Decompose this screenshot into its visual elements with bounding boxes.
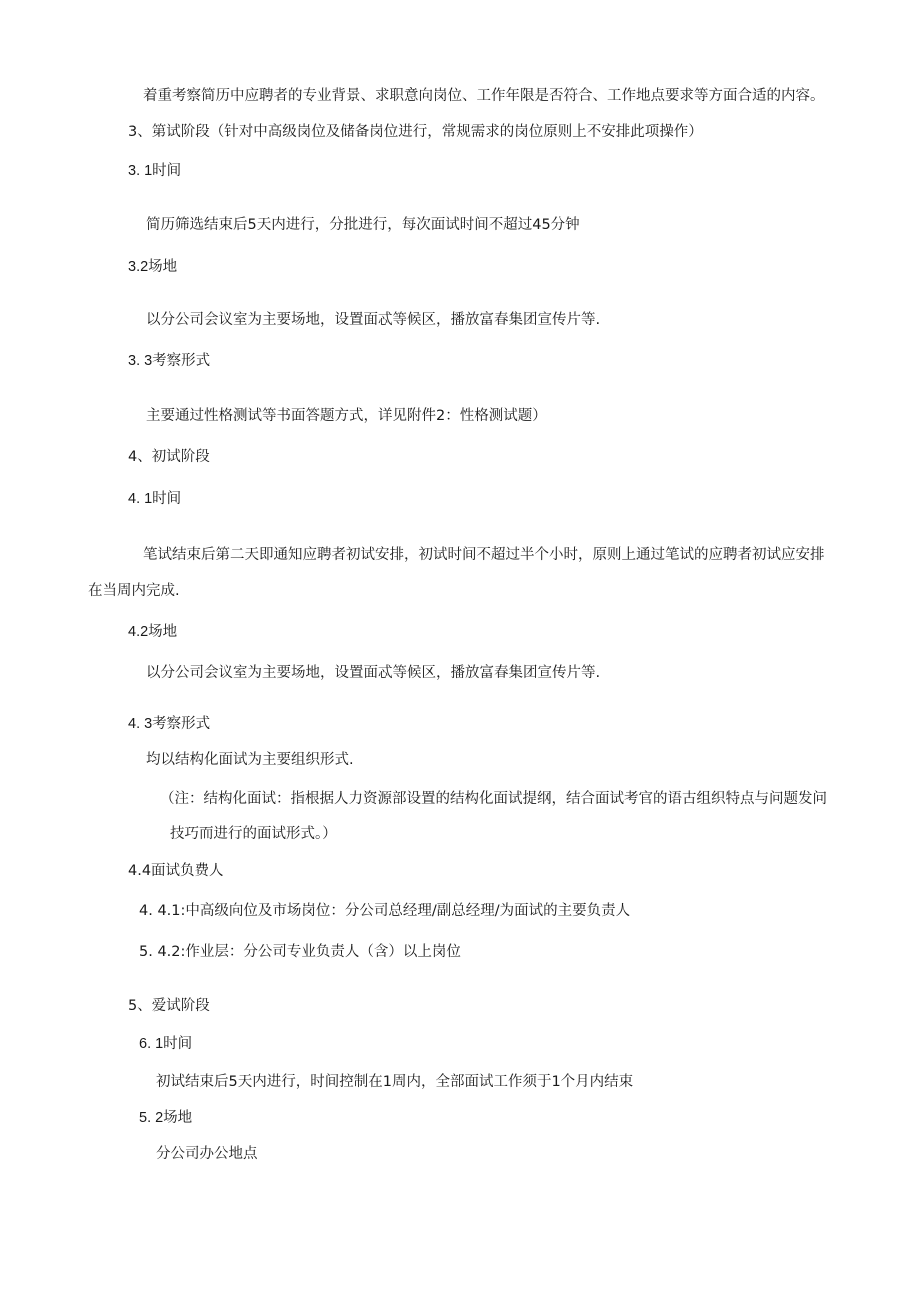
subsection-heading: 3. 3考察形式 xyxy=(128,353,211,369)
list-item: 4. 4.1:中高级向位及市场岗位：分公司总经理/副总经理/为面试的主要负责人 xyxy=(139,903,631,919)
note-line: （注：结构化面试：指根据人力资源部设置的结构化面试提纲，结合面试考官的语古组织特点与问题发问 xyxy=(160,791,827,807)
paragraph-line: 分公司办公地点 xyxy=(156,1146,258,1162)
paragraph-line: 初试结束后5天内进行，时间控制在1周内，全部面试工作须于1个月内结束 xyxy=(156,1074,634,1090)
list-item: 5. 4.2:作业层：分公司专业负责人（含）以上岗位 xyxy=(139,944,461,960)
paragraph-line: 以分公司会议室为主要场地，设置面忒等候区，播放富春集团宣传片等. xyxy=(146,665,601,681)
section-heading-5: 5、爱试阶段 xyxy=(128,998,210,1014)
paragraph-line: 笔试结束后第二天即通知应聘者初试安排，初试时间不超过半个小时，原则上通过笔试的应聘者初试应安排 xyxy=(143,547,825,563)
subsection-heading: 5. 2场地 xyxy=(139,1110,193,1126)
section-heading-3: 3、第试阶段（针对中高级岗位及储备岗位进行，常规需求的岗位原则上不安排此项操作） xyxy=(128,124,703,140)
subsection-heading: 6. 1时间 xyxy=(139,1036,193,1052)
note-line: 技巧而进行的面试形式。） xyxy=(170,826,337,842)
paragraph-line: 在当周内完成. xyxy=(88,583,180,599)
section-heading-4: 4、初试阶段 xyxy=(128,449,210,465)
subsection-heading: 4. 1时间 xyxy=(128,491,182,507)
subsection-heading: 4.4面试负费人 xyxy=(128,863,224,879)
subsection-heading: 3.2场地 xyxy=(128,259,178,275)
paragraph-line: 均以结构化面试为主要组织形式. xyxy=(146,752,354,768)
subsection-heading: 4.2场地 xyxy=(128,624,178,640)
subsection-heading: 4. 3考察形式 xyxy=(128,716,211,732)
paragraph-line: 简历筛选结束后5天内进行，分批进行，每次面试时间不超过45分钟 xyxy=(146,217,580,233)
paragraph-line: 着重考察简历中应聘者的专业背景、求职意向岗位、工作年限是否符合、工作地点要求等方面合适的内容。 xyxy=(143,88,825,104)
paragraph-line: 主要通过性格测试等书面答题方式，详见附件2：性格测试题） xyxy=(146,408,547,424)
paragraph-line: 以分公司会议室为主要场地，设置面忒等候区，播放富春集团宣传片等. xyxy=(146,312,601,328)
subsection-heading: 3. 1时间 xyxy=(128,163,182,179)
